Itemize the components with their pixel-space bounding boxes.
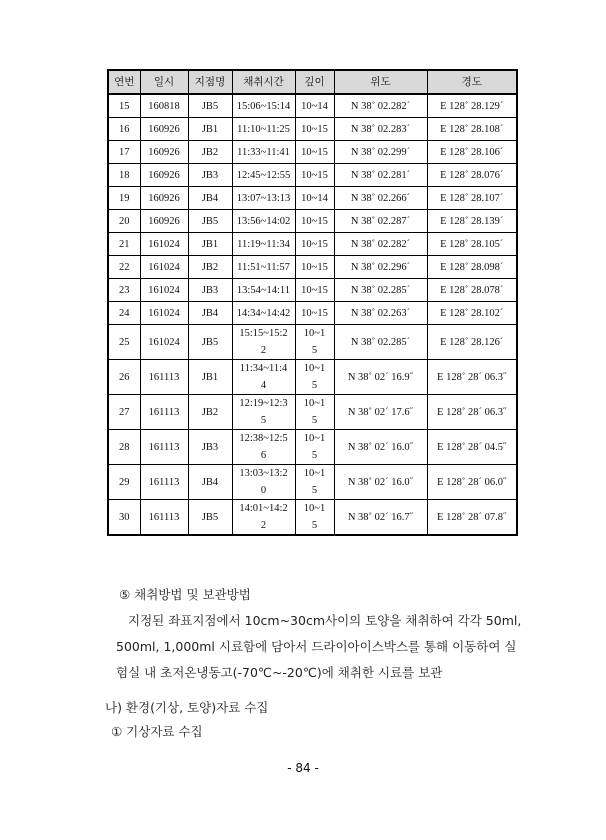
header-time: 채취시간 (232, 70, 295, 94)
header-no: 연번 (108, 70, 140, 94)
table-body (108, 94, 517, 535)
cell-no: 26 (108, 360, 140, 395)
cell-time-line: 11:19~11:34 (237, 238, 290, 250)
cell-time-line: 12:45~12:55 (236, 169, 291, 181)
cell-time (232, 325, 295, 360)
paragraph-line-1: 지정된 좌표지점에서 10cm~30cm사이의 토양을 채취하여 각각 50ml, (128, 613, 522, 628)
cell-depth (295, 279, 334, 302)
cell-site: JB2 (188, 141, 232, 164)
cell-latitude: N 38˚ 02´ 17.6˝ (334, 395, 427, 430)
cell-longitude: E 128˚ 28´ 06.3˝ (427, 395, 517, 430)
table-row (108, 279, 517, 302)
cell-time (232, 279, 295, 302)
cell-depth (295, 360, 334, 395)
cell-no: 16 (108, 118, 140, 141)
cell-depth-line: 10~15 (301, 261, 328, 273)
cell-time (232, 141, 295, 164)
cell-no: 20 (108, 210, 140, 233)
cell-longitude: E 128˚ 28.139´ (427, 210, 517, 233)
header-date: 일시 (140, 70, 188, 94)
cell-latitude: N 38˚ 02.281´ (334, 164, 427, 187)
cell-time-line: 14:34~14:42 (236, 307, 291, 319)
cell-date: 161024 (140, 279, 188, 302)
table-row (108, 164, 517, 187)
table-row (108, 360, 517, 395)
cell-time (232, 256, 295, 279)
cell-time (232, 360, 295, 395)
cell-longitude: E 128˚ 28.105´ (427, 233, 517, 256)
cell-longitude: E 128˚ 28.107´ (427, 187, 517, 210)
cell-date: 160926 (140, 164, 188, 187)
cell-time-line: 2 (260, 345, 267, 356)
cell-no: 23 (108, 279, 140, 302)
cell-no: 29 (108, 465, 140, 500)
cell-depth (295, 465, 334, 500)
table-row (108, 430, 517, 465)
cell-depth (295, 141, 334, 164)
table-row (108, 233, 517, 256)
cell-site: JB2 (188, 256, 232, 279)
cell-no: 15 (108, 94, 140, 118)
cell-date: 160926 (140, 141, 188, 164)
cell-no: 18 (108, 164, 140, 187)
sampling-table (107, 69, 518, 536)
cell-longitude: E 128˚ 28.106´ (427, 141, 517, 164)
cell-depth (295, 164, 334, 187)
cell-date: 161024 (140, 256, 188, 279)
cell-time-line: 13:03~13:2 (239, 468, 288, 479)
cell-time-line: 13:07~13:13 (236, 192, 291, 204)
cell-date: 161024 (140, 233, 188, 256)
cell-time-line: 0 (260, 485, 267, 496)
cell-depth (295, 325, 334, 360)
cell-depth-line: 10~15 (301, 146, 328, 158)
cell-depth-line: 10~1 (303, 398, 326, 409)
cell-latitude: N 38˚ 02.285´ (334, 325, 427, 360)
cell-depth (295, 395, 334, 430)
cell-depth-line: 5 (311, 485, 318, 496)
cell-site: JB4 (188, 187, 232, 210)
table-row (108, 256, 517, 279)
cell-no: 25 (108, 325, 140, 360)
table-row (108, 187, 517, 210)
cell-date: 160926 (140, 187, 188, 210)
header-longitude: 경도 (427, 70, 517, 94)
cell-depth-line: 10~1 (303, 363, 326, 374)
header-latitude: 위도 (334, 70, 427, 94)
cell-depth (295, 302, 334, 325)
table-row (108, 94, 517, 118)
cell-latitude: N 38˚ 02.287´ (334, 210, 427, 233)
cell-longitude: E 128˚ 28´ 06.0˝ (427, 465, 517, 500)
cell-depth (295, 430, 334, 465)
cell-latitude: N 38˚ 02´ 16.0˝ (334, 465, 427, 500)
cell-date: 160926 (140, 118, 188, 141)
cell-time-line: 11:33~11:41 (237, 146, 290, 158)
cell-longitude: E 128˚ 28.108´ (427, 118, 517, 141)
cell-depth-line: 5 (311, 520, 318, 531)
cell-no: 17 (108, 141, 140, 164)
cell-date: 160926 (140, 210, 188, 233)
cell-depth-line: 10~14 (301, 100, 328, 112)
table-row (108, 325, 517, 360)
cell-time-line: 12:19~12:3 (239, 398, 288, 409)
cell-site: JB5 (188, 94, 232, 118)
cell-site: JB1 (188, 360, 232, 395)
cell-depth-line: 10~1 (303, 328, 326, 339)
cell-time (232, 94, 295, 118)
cell-latitude: N 38˚ 02.299´ (334, 141, 427, 164)
cell-site: JB3 (188, 164, 232, 187)
cell-time (232, 233, 295, 256)
cell-depth (295, 500, 334, 536)
cell-time-line: 4 (260, 380, 267, 391)
cell-date: 160818 (140, 94, 188, 118)
cell-latitude: N 38˚ 02´ 16.0˝ (334, 430, 427, 465)
cell-site: JB4 (188, 465, 232, 500)
cell-depth (295, 118, 334, 141)
cell-time-line: 11:51~11:57 (237, 261, 290, 273)
cell-latitude: N 38˚ 02´ 16.9˝ (334, 360, 427, 395)
cell-time (232, 465, 295, 500)
header-site: 지점명 (188, 70, 232, 94)
cell-longitude: E 128˚ 28´ 06.3˝ (427, 360, 517, 395)
cell-time-line: 5 (260, 415, 267, 426)
cell-longitude: E 128˚ 28.078´ (427, 279, 517, 302)
cell-site: JB1 (188, 233, 232, 256)
cell-longitude: E 128˚ 28´ 04.5˝ (427, 430, 517, 465)
cell-depth (295, 187, 334, 210)
cell-depth-line: 10~15 (301, 123, 328, 135)
cell-date: 161113 (140, 465, 188, 500)
cell-no: 27 (108, 395, 140, 430)
cell-depth-line: 5 (311, 380, 318, 391)
table-row (108, 465, 517, 500)
cell-latitude: N 38˚ 02´ 16.7˝ (334, 500, 427, 536)
cell-latitude: N 38˚ 02.266´ (334, 187, 427, 210)
cell-longitude: E 128˚ 28.102´ (427, 302, 517, 325)
cell-depth (295, 256, 334, 279)
cell-time-line: 12:38~12:5 (239, 433, 288, 444)
cell-time-line: 14:01~14:2 (239, 503, 288, 514)
cell-longitude: E 128˚ 28.129´ (427, 94, 517, 118)
cell-longitude: E 128˚ 28.126´ (427, 325, 517, 360)
cell-time-line: 15:15~15:2 (239, 328, 288, 339)
cell-time (232, 210, 295, 233)
cell-site: JB5 (188, 500, 232, 536)
table-header-row (108, 70, 517, 94)
cell-time (232, 187, 295, 210)
section-heading: ⑤ 채취방법 및 보관방법 (119, 587, 251, 602)
cell-depth (295, 233, 334, 256)
cell-latitude: N 38˚ 02.282´ (334, 233, 427, 256)
cell-no: 19 (108, 187, 140, 210)
cell-depth-line: 10~1 (303, 503, 326, 514)
subheading: 나) 환경(기상, 토양)자료 수집 (105, 700, 269, 715)
cell-no: 30 (108, 500, 140, 536)
paragraph-line-3: 험실 내 초저온냉동고(-70℃~-20℃)에 채취한 시료를 보관 (116, 665, 443, 680)
header-depth: 깊이 (295, 70, 334, 94)
cell-time (232, 395, 295, 430)
cell-depth (295, 210, 334, 233)
cell-site: JB2 (188, 395, 232, 430)
cell-latitude: N 38˚ 02.296´ (334, 256, 427, 279)
cell-no: 21 (108, 233, 140, 256)
table-row (108, 141, 517, 164)
cell-depth-line: 10~14 (301, 192, 328, 204)
subitem: ① 기상자료 수집 (111, 724, 203, 739)
cell-site: JB3 (188, 279, 232, 302)
cell-depth-line: 10~15 (301, 284, 328, 296)
cell-depth-line: 5 (311, 450, 318, 461)
cell-time-line: 6 (260, 450, 267, 461)
cell-no: 24 (108, 302, 140, 325)
cell-date: 161024 (140, 325, 188, 360)
cell-time-line: 11:34~11:4 (239, 363, 288, 374)
cell-latitude: N 38˚ 02.282´ (334, 94, 427, 118)
cell-longitude: E 128˚ 28.098´ (427, 256, 517, 279)
cell-depth-line: 10~15 (301, 215, 328, 227)
cell-depth-line: 10~15 (301, 307, 328, 319)
cell-time (232, 118, 295, 141)
table-row (108, 118, 517, 141)
page-number: - 84 - (287, 761, 319, 775)
cell-date: 161113 (140, 395, 188, 430)
cell-date: 161113 (140, 430, 188, 465)
cell-time-line: 15:06~15:14 (236, 100, 291, 112)
cell-site: JB5 (188, 325, 232, 360)
cell-longitude: E 128˚ 28´ 07.8˝ (427, 500, 517, 536)
cell-latitude: N 38˚ 02.285´ (334, 279, 427, 302)
cell-date: 161113 (140, 360, 188, 395)
cell-date: 161113 (140, 500, 188, 536)
cell-date: 161024 (140, 302, 188, 325)
cell-time (232, 500, 295, 536)
paragraph-line-2: 500ml, 1,000ml 시료함에 담아서 드라이아이스박스를 통해 이동하여 실 (116, 639, 517, 654)
cell-longitude: E 128˚ 28.076´ (427, 164, 517, 187)
cell-latitude: N 38˚ 02.263´ (334, 302, 427, 325)
cell-depth-line: 10~1 (303, 468, 326, 479)
cell-depth-line: 5 (311, 415, 318, 426)
cell-depth-line: 10~15 (301, 238, 328, 250)
table-row (108, 500, 517, 536)
cell-latitude: N 38˚ 02.283´ (334, 118, 427, 141)
cell-depth-line: 5 (311, 345, 318, 356)
cell-site: JB4 (188, 302, 232, 325)
table-row (108, 302, 517, 325)
cell-time-line: 11:10~11:25 (237, 123, 290, 135)
cell-time-line: 13:56~14:02 (236, 215, 291, 227)
cell-site: JB1 (188, 118, 232, 141)
cell-time-line: 2 (260, 520, 267, 531)
table-row (108, 210, 517, 233)
cell-depth (295, 94, 334, 118)
cell-time (232, 302, 295, 325)
cell-depth-line: 10~15 (301, 169, 328, 181)
cell-time-line: 13:54~14:11 (236, 284, 291, 296)
cell-time (232, 164, 295, 187)
cell-site: JB5 (188, 210, 232, 233)
cell-depth-line: 10~1 (303, 433, 326, 444)
cell-no: 28 (108, 430, 140, 465)
table-row (108, 395, 517, 430)
cell-no: 22 (108, 256, 140, 279)
cell-time (232, 430, 295, 465)
cell-site: JB3 (188, 430, 232, 465)
